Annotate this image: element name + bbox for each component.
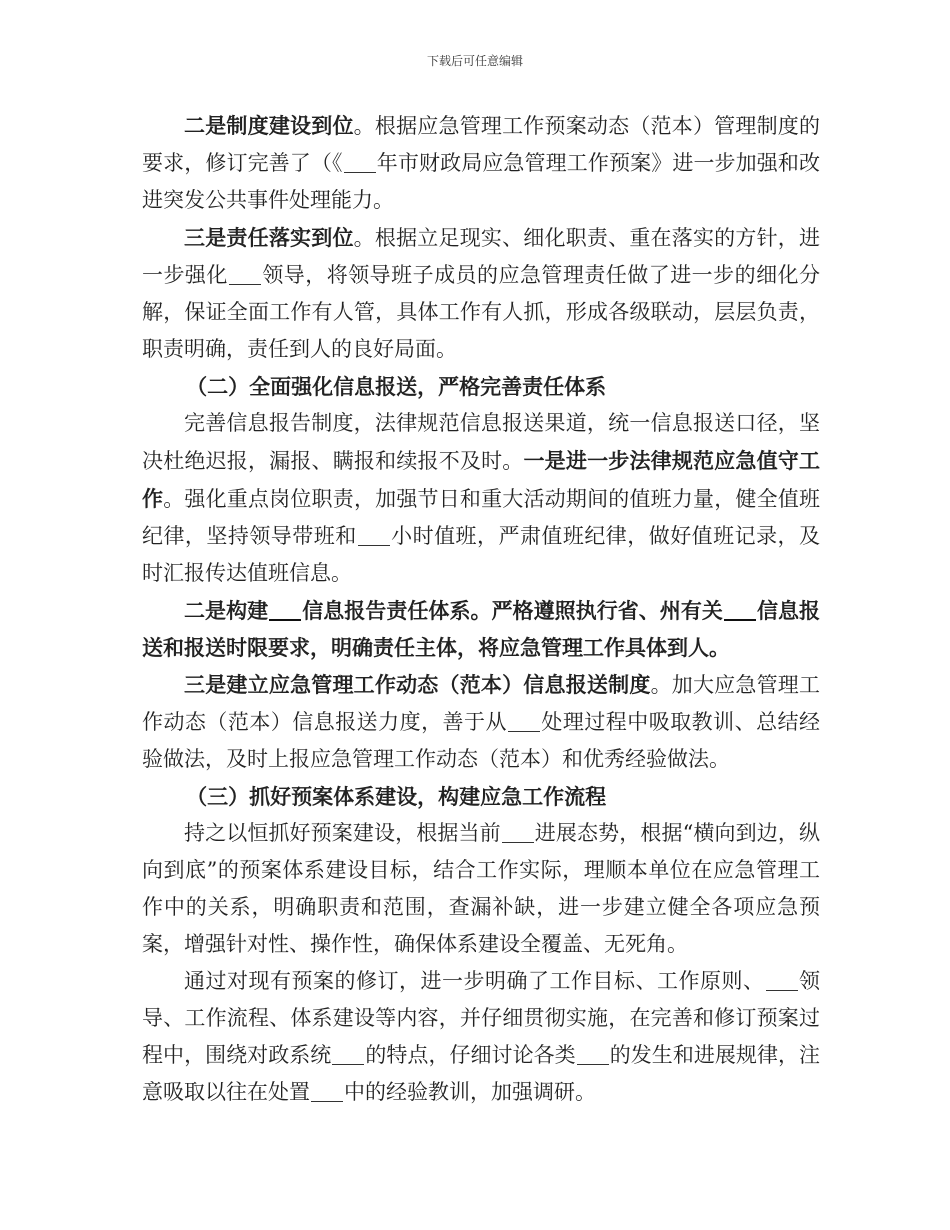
fill-blank: [358, 524, 390, 546]
paragraph-system-building: 二是制度建设到位。根据应急管理工作预案动态（范本）管理制度的要求，修订完善了（《 年市财政局应急管理工作预案》进一步加强和改进突发公共事件处理能力。: [142, 113, 821, 212]
fill-blank: [344, 151, 376, 173]
fill-blank: [508, 710, 540, 732]
paragraph-dynamic-reporting: 三是建立应急管理工作动态（范本）信息报送制度。加大应急管理工作动态（范本）信息报送力度，善于从 处理过程中吸取教训、总结经验做法，及时上报应急管理工作动态（范本）和优秀经验做法。: [142, 672, 821, 771]
fill-blank: [502, 821, 534, 843]
fill-blank: [766, 969, 798, 991]
paragraph-plan-revision: 通过对现有预案的修订，进一步明确了工作目标、工作原则、 领导、工作流程、体系建设等内容，并仔细贯彻实施，在完善和修订预案过程中，围绕对政系统 的特点，仔细讨论各类 的发生和进展规律，注意吸取以往在处置 中的经验教训，加强调研。: [142, 969, 821, 1104]
paragraph-report-responsibility: 二是构建 信息报告责任体系。严格遵照执行省、州有关 信息报送和报送时限要求，明确责任主体，将应急管理工作具体到人。: [142, 598, 821, 660]
page-header: 下载后可任意编辑: [426, 54, 523, 68]
fill-blank: [577, 1043, 609, 1065]
paragraph-lead: 二是制度建设到位: [184, 113, 354, 138]
fill-blank: [269, 598, 301, 621]
paragraph-info-reporting: 完善信息报告制度，法律规范信息报送果道，统一信息报送口径，坚决杜绝迟报，漏报、瞒报和续报不及时。一是进一步法律规范应急值守工作。强化重点岗位职责，加强节日和重大活动期间的值班力量，健全值班纪律，坚持领导带班和 小时值班，严肃值班纪律，做好值班记录，及时汇报传达值班信息。: [142, 411, 821, 585]
paragraph-responsibility: 三是责任落实到位。根据立足现实、细化职责、重在落实的方针，进一步强化 领导，将领导班子成员的应急管理责任做了进一步的细化分解，保证全面工作有人管，具体工作有人抓，形成各级联动，层层负责，职责明确，责任到人的良好局面。: [142, 225, 821, 361]
paragraph-lead: 三是责任落实到位: [184, 225, 354, 250]
paragraph-lead: 一是进一步法律规范应急值守工作: [142, 448, 820, 511]
section-heading-2: （二）全面强化信息报送，严格完善责任体系: [186, 374, 607, 399]
fill-blank: [311, 1080, 343, 1102]
fill-blank: [724, 598, 756, 621]
document-body: [142, 107, 820, 1111]
paragraph-plan-building: 持之以恒抓好预案建设，根据当前 进展态势，根据“横向到边，纵向到底”的预案体系建设目标，结合工作实际，理顺本单位在应急管理工作中的关系，明确职责和范围，查漏补缺，进一步建立健全各项应急预案，增强针对性、操作性，确保体系建设全覆盖、无死角。: [142, 821, 820, 956]
fill-blank: [332, 1043, 364, 1065]
section-heading-3: （三）抓好预案体系建设，构建应急工作流程: [186, 784, 607, 809]
fill-blank: [229, 263, 261, 285]
paragraph-lead: 三是建立应急管理工作动态（范本）信息报送制度: [184, 672, 651, 697]
